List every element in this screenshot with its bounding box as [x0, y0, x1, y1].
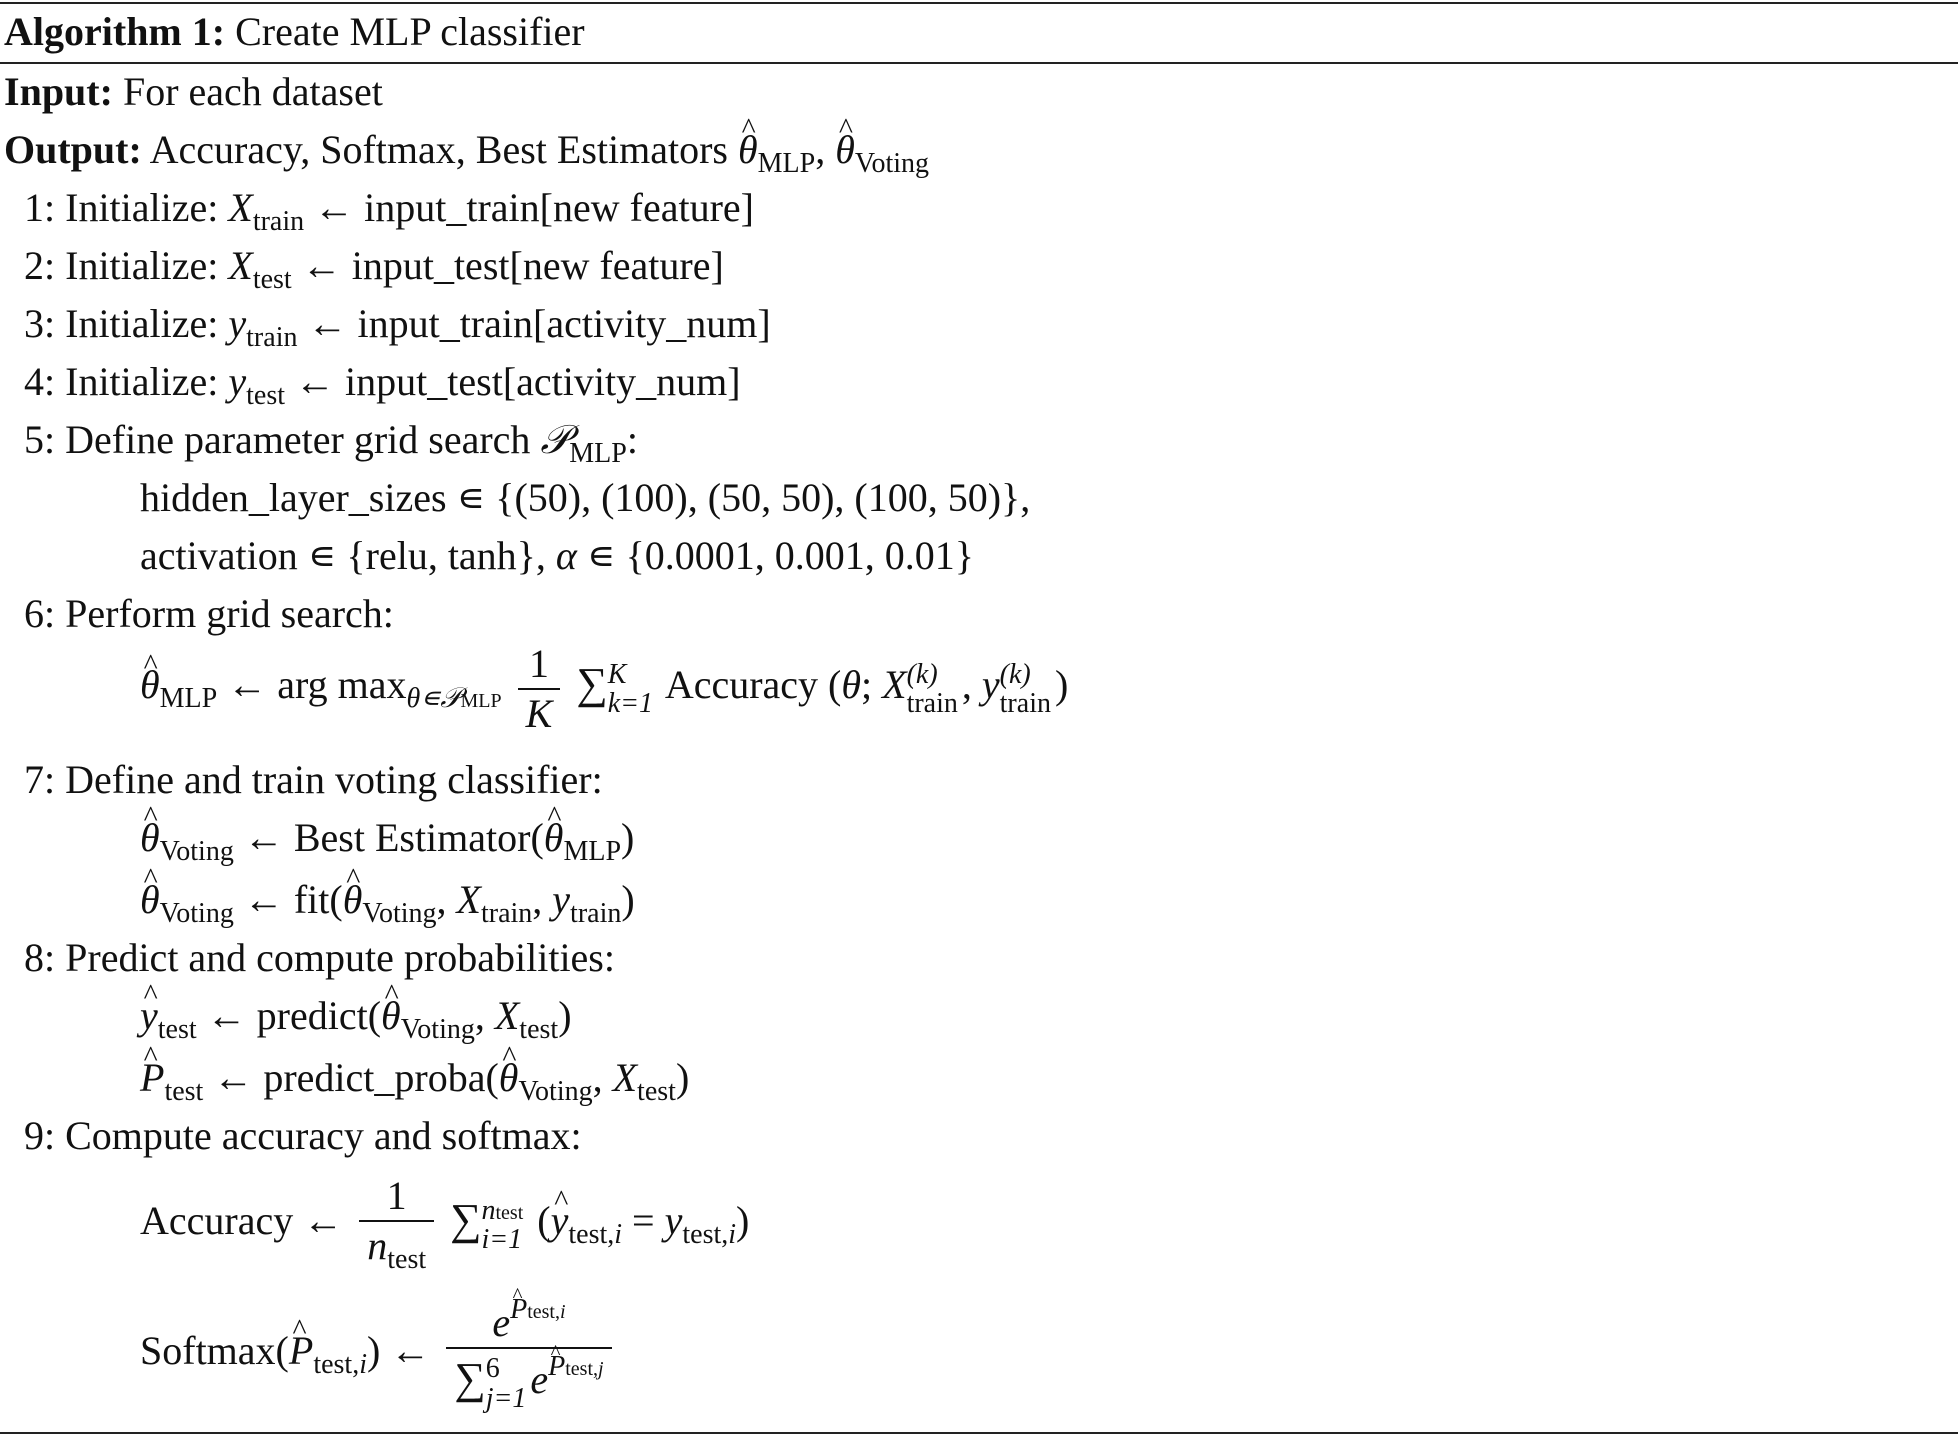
step-2: 2: Initialize: $X_{test}$ ← input_test[new feature]	[24, 243, 724, 295]
step-5-hidden-layers: hidden_layer_sizes ∊ {(50), (100), (50, 50), (100, 50)},	[140, 475, 1031, 520]
step-5-activation: activation ∊ {relu, tanh}, α ∊ {0.0001, 0.001, 0.01}	[140, 533, 974, 578]
input-text: For each dataset	[122, 69, 383, 114]
output-label: Output:	[4, 127, 142, 172]
input-label: Input:	[4, 69, 113, 114]
output-sym-mlp: MLP	[757, 148, 816, 179]
header-rule	[0, 62, 1958, 64]
output-line: Output: Accuracy, Softmax, Best Estimators ^ $\theta_{MLP}$, ^ $\theta_{Voting}$	[4, 130, 929, 178]
bottom-rule	[0, 1432, 1958, 1434]
step-3: 3: Initialize: $y_{train}$ ← input_train[activity_num]	[24, 301, 771, 353]
algorithm-label: Algorithm 1:	[4, 9, 226, 54]
step-9-accuracy: Accuracy ← $\frac{1}{n_{test}}$ ∑ ntest i=1 (^ $y_{test,i} = y_{test,i}$)	[140, 1176, 749, 1274]
output-text: Accuracy, Softmax, Best Estimators	[149, 127, 728, 172]
output-sym-voting: Voting	[854, 148, 930, 179]
step-5: 5: Define parameter grid search 𝒫$_{MLP}$:	[24, 417, 638, 469]
step-9-softmax: Softmax(^ $P_{test,i}$) ← e^ $^{Ptest,i}$ ∑ 6 j=1 e^ $^{Ptest,j}$	[140, 1296, 618, 1413]
step-6-argmax: ^ $\theta_{MLP}$ ← arg $\max_{\theta∊𝒫MLP}$ $\frac{1}{K}$ ∑ K k=1 Accuracy (θ; X (k) train , y (k) train )	[140, 644, 1068, 734]
step-1: 1: Initialize: $X_{train}$ ← input_train[new feature]	[24, 185, 754, 237]
step-8-predict-proba: ^ $P_{test}$ ← predict_proba(^ $\theta_{Voting}$, $X_{test}$)	[140, 1058, 689, 1106]
step-4: 4: Initialize: $y_{test}$ ← input_test[activity_num]	[24, 359, 741, 411]
step-7-fit: ^ $\theta_{Voting}$ ← fit(^ $\theta_{Voting}$, $X_{train}$, $y_{train}$)	[140, 880, 635, 928]
step-8: 8: Predict and compute probabilities:	[24, 935, 615, 980]
top-rule	[0, 2, 1958, 4]
algorithm-name: Create MLP classifier	[235, 9, 585, 54]
step-7: 7: Define and train voting classifier:	[24, 757, 603, 802]
input-line	[4, 69, 383, 114]
step-9: 9: Compute accuracy and softmax:	[24, 1113, 582, 1158]
algorithm-title	[4, 9, 585, 54]
step-7-best-estimator: ^ $\theta_{Voting}$ ← Best Estimator(^ $\theta_{MLP}$)	[140, 818, 634, 866]
step-6: 6: Perform grid search:	[24, 591, 394, 636]
step-8-predict: ^ $y_{test}$ ← predict(^ $\theta_{Voting}$, $X_{test}$)	[140, 996, 572, 1044]
